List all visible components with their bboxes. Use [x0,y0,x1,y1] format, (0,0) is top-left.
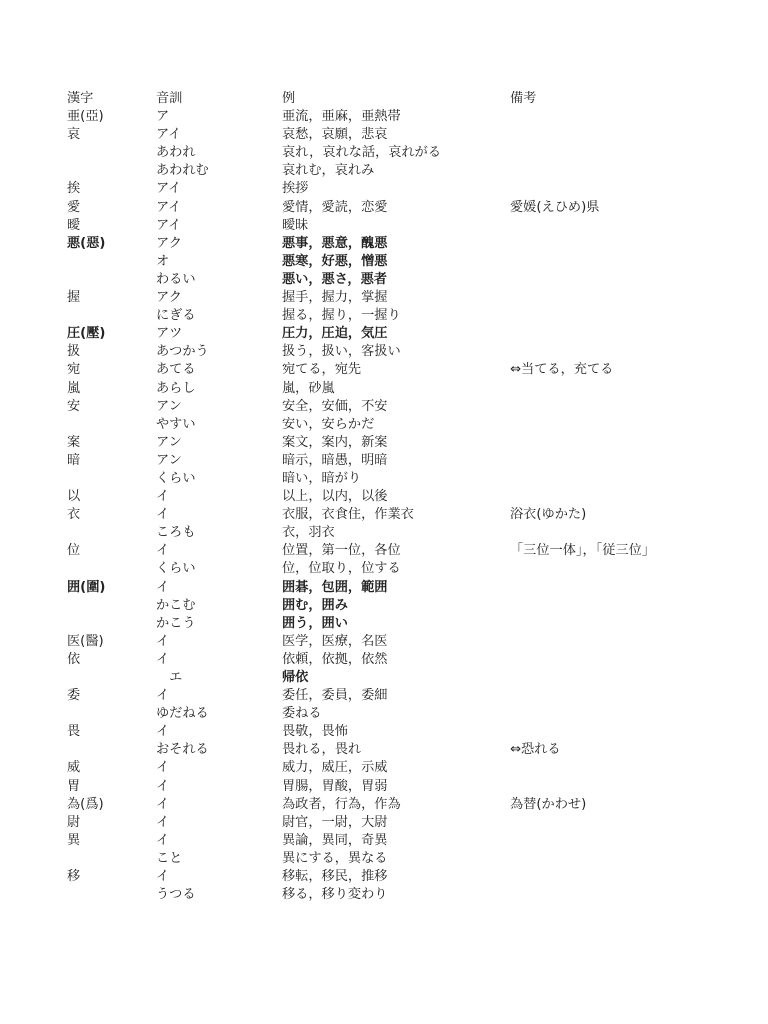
reading-cell: イ [156,814,170,830]
reading-cell: あらし [156,380,196,396]
examples-cell: 哀れ，哀れな話，哀れがる [282,145,442,161]
examples-cell: 愛情，愛読，恋愛 [282,199,388,215]
reading-cell: イ [156,507,170,523]
examples-cell: 尉官，一尉，大尉 [282,814,388,830]
reading-cell: あてる [156,362,196,378]
reading-cell: イ [156,489,170,505]
table-row [67,615,747,633]
table-row [67,886,747,904]
reading-cell: アイ [156,127,182,143]
table-header [67,90,747,108]
reading-cell: エ [156,670,183,685]
examples-cell: 委任，委員，委細 [282,688,388,704]
reading-cell: イ [156,760,170,776]
kanji-cell: 医(醫) [67,633,104,649]
kanji-cell: 挨 [67,181,81,197]
table-row [67,597,747,615]
table-row [67,452,747,470]
examples-cell: 悪寒，好悪，憎悪 [282,253,388,269]
table-row [67,759,747,777]
table-row [67,126,747,144]
reading-cell: かこう [156,615,196,631]
header-notes: 備考 [510,91,537,106]
reading-cell: イ [156,796,170,812]
examples-cell: 畏れる，畏れ [282,742,362,758]
examples-cell: 曖昧 [282,217,309,233]
examples-cell: 依頼，依拠，依然 [282,651,388,667]
table-row [67,488,747,506]
table-row [67,723,747,741]
reading-cell: イ [156,688,170,704]
examples-cell: 嵐，砂嵐 [282,380,335,396]
table-row [67,579,747,597]
table-row [67,560,747,578]
table-row [67,398,747,416]
reading-cell: アク [156,290,182,306]
reading-cell: あわれ [156,145,196,161]
header-examples: 例 [282,91,296,106]
examples-cell: 異にする，異なる [282,850,388,866]
kanji-cell: 異 [67,832,81,848]
table-row [67,416,747,434]
examples-cell: 移転，移民，推移 [282,869,388,885]
reading-cell: アク [156,235,182,251]
examples-cell: 暗い，暗がり [282,470,362,486]
examples-cell: 畏敬，畏怖 [282,724,348,740]
reading-cell: オ [156,253,170,269]
kanji-table [67,90,747,904]
table-row [67,814,747,832]
examples-cell: 安全，安価，不安 [282,398,388,414]
table-row [67,162,747,180]
kanji-cell: 以 [67,489,81,505]
examples-cell: 哀愁，哀願，悲哀 [282,127,388,143]
table-row [67,832,747,850]
kanji-cell: 亜(亞) [67,109,104,125]
notes-cell: ⇔恐れる [510,742,561,758]
kanji-cell: 安 [67,398,81,414]
reading-cell: アン [156,398,182,414]
reading-cell: イ [156,651,170,667]
reading-cell: アイ [156,199,182,215]
table-row [67,144,747,162]
table-row [67,506,747,524]
kanji-cell: 嵐 [67,380,81,396]
table-row [67,199,747,217]
examples-cell: 握手，握力，掌握 [282,290,388,306]
table-row [67,651,747,669]
examples-cell: 安い，安らかだ [282,416,375,432]
table-row [67,180,747,198]
reading-cell: くらい [156,561,196,577]
kanji-cell: 囲(圍) [67,579,106,595]
table-row [67,217,747,235]
kanji-cell: 哀 [67,127,81,143]
examples-cell: 衣服，衣食住，作業衣 [282,507,414,523]
reading-cell: うつる [156,887,196,903]
reading-cell: アツ [156,326,183,342]
kanji-cell: 委 [67,688,81,704]
reading-cell: こと [156,850,183,866]
table-row [67,741,747,759]
table-row [67,108,747,126]
examples-cell: 位置，第一位，各位 [282,543,401,559]
table-row [67,343,747,361]
reading-cell: わるい [156,271,196,287]
kanji-cell: 依 [67,651,81,667]
examples-cell: 位，位取り，位する [282,561,401,577]
kanji-cell: 握 [67,290,81,306]
reading-cell: おそれる [156,742,209,758]
table-row [67,235,747,253]
examples-cell: 挨拶 [282,181,309,197]
kanji-cell: 曖 [67,217,81,233]
kanji-cell: 移 [67,869,81,885]
examples-cell: 委ねる [282,706,322,722]
examples-cell: 宛てる，宛先 [282,362,362,378]
table-row [67,778,747,796]
kanji-cell: 扱 [67,344,81,360]
reading-cell: イ [156,633,170,649]
reading-cell: あわれむ [156,163,209,179]
reading-cell: ア [156,109,170,125]
examples-cell: 為政者，行為，作為 [282,796,401,812]
reading-cell: イ [156,778,170,794]
examples-cell: 胃腸，胃酸，胃弱 [282,778,388,794]
reading-cell: かこむ [156,597,196,613]
reading-cell: イ [156,724,170,740]
examples-cell: 圧力，圧迫，気圧 [282,326,388,342]
examples-cell: 悪い，悪さ，悪者 [282,271,387,287]
table-row [67,868,747,886]
reading-cell: アン [156,452,182,468]
kanji-cell: 威 [67,760,81,776]
examples-cell: 囲碁，包囲，範囲 [282,579,388,595]
table-row [67,253,747,271]
kanji-cell: 案 [67,434,81,450]
examples-cell: 暗示，暗愚，明暗 [282,452,388,468]
examples-cell: 移る，移り変わり [282,887,388,903]
examples-cell: 囲う，囲い [282,615,348,631]
table-row [67,669,747,687]
examples-cell: 悪事，悪意，醜悪 [282,235,388,251]
reading-cell: イ [156,543,170,559]
reading-cell: やすい [156,416,196,432]
header-reading: 音訓 [156,91,183,106]
table-row [67,325,747,343]
reading-cell: くらい [156,470,196,486]
reading-cell: アイ [156,217,182,233]
reading-cell: あつかう [156,344,209,360]
reading-cell: ゆだねる [156,706,209,722]
examples-cell: 哀れむ，哀れみ [282,163,375,179]
kanji-cell: 衣 [67,507,81,523]
table-row [67,687,747,705]
table-row [67,542,747,560]
examples-cell: 握る，握り，一握り [282,308,401,324]
notes-cell: ⇔当てる，充てる [510,362,614,378]
notes-cell: 為替(かわせ) [510,796,587,812]
examples-cell: 以上，以内，以後 [282,489,388,505]
table-row [67,434,747,452]
notes-cell: 愛媛(えひめ)県 [510,199,600,215]
examples-cell: 衣，羽衣 [282,525,335,541]
kanji-cell: 為(爲) [67,796,104,812]
kanji-cell: 愛 [67,199,81,215]
table-row [67,271,747,289]
examples-cell: 威力，威圧，示威 [282,760,388,776]
table-row [67,633,747,651]
table-row [67,380,747,398]
reading-cell: イ [156,869,170,885]
kanji-cell: 尉 [67,814,81,830]
reading-cell: ころも [156,525,196,541]
table-row [67,850,747,868]
examples-cell: 亜流，亜麻，亜熱帯 [282,109,401,125]
table-row [67,307,747,325]
reading-cell: イ [156,579,170,595]
examples-cell: 囲む，囲み [282,597,348,613]
reading-cell: アイ [156,181,182,197]
header-kanji: 漢字 [67,91,94,106]
table-row [67,796,747,814]
notes-cell: 「三位一体」，「従三位」 [510,543,656,559]
kanji-cell: 畏 [67,724,81,740]
table-body [67,108,747,904]
examples-cell: 異論，異同，奇異 [282,832,388,848]
table-row [67,289,747,307]
examples-cell: 帰依 [282,670,309,685]
kanji-cell: 悪(惡) [67,235,106,251]
table-row [67,705,747,723]
reading-cell: アン [156,434,182,450]
table-row [67,470,747,488]
kanji-cell: 位 [67,543,81,559]
reading-cell: にぎる [156,308,196,324]
table-row [67,524,747,542]
examples-cell: 医学，医療，名医 [282,633,388,649]
kanji-cell: 胃 [67,778,81,794]
kanji-cell: 圧(壓) [67,326,106,342]
kanji-cell: 宛 [67,362,81,378]
notes-cell: 浴衣(ゆかた) [510,507,587,523]
table-row [67,361,747,379]
reading-cell: イ [156,832,170,848]
examples-cell: 扱う，扱い，客扱い [282,344,401,360]
examples-cell: 案文，案内，新案 [282,434,388,450]
kanji-cell: 暗 [67,452,81,468]
